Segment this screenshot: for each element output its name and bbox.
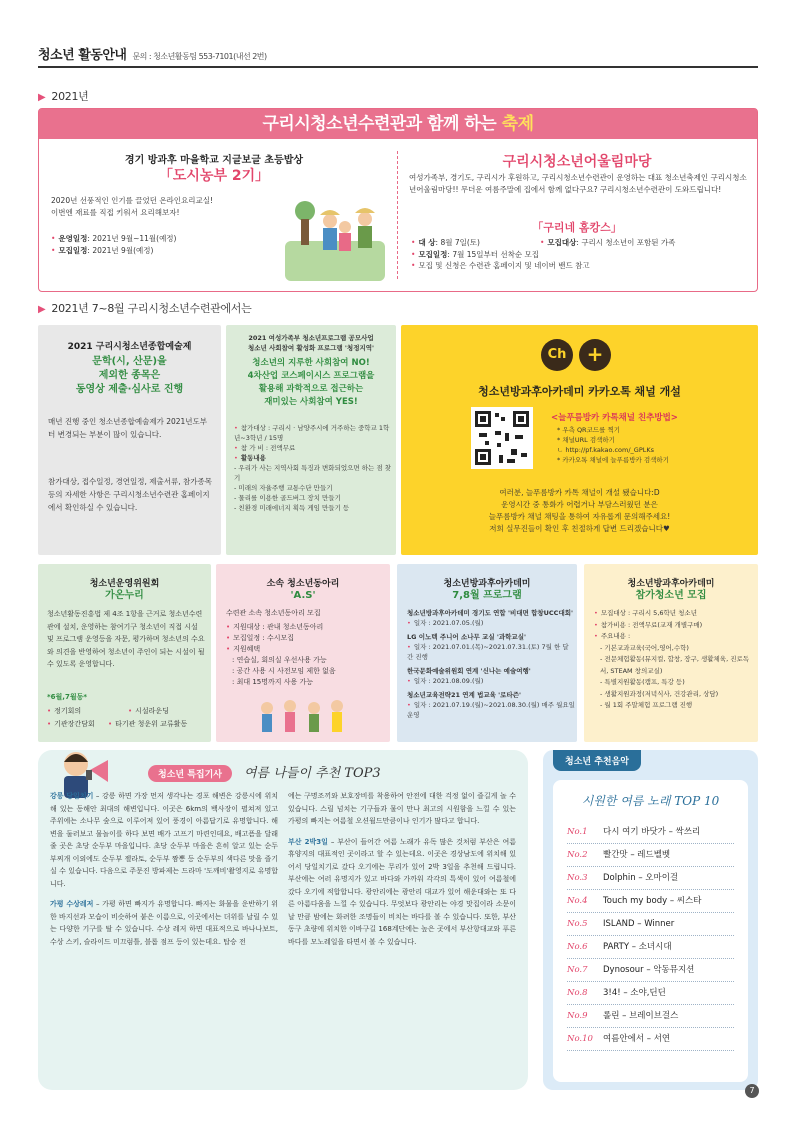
committee-name: 가온누리: [105, 590, 144, 601]
channel-icon: Ch: [541, 339, 573, 371]
program-d1: 일자 : 2021.07.05.(월): [413, 619, 484, 627]
recruit-title: 청소년방과후아카데미: [627, 579, 715, 589]
song-rank: No.5: [567, 919, 588, 929]
social-b3: 활동내용: [240, 454, 266, 462]
song-rank: No.6: [567, 942, 588, 952]
harmony-title: 구리시청소년어울림마당: [502, 154, 652, 170]
bullet-icon: •: [234, 424, 238, 432]
bullet-icon: •: [51, 245, 56, 255]
page-number: 7: [745, 1084, 759, 1098]
r2-value: : 구리시 청소년이 포함된 가족: [576, 238, 676, 247]
header-divider: [38, 66, 758, 68]
bullet-icon: •: [47, 707, 52, 715]
program-list: [407, 608, 575, 720]
club-desc: 수련관 소속 청소년동아리 모집: [226, 609, 321, 617]
triangle-icon: ▶: [38, 92, 46, 103]
farmer-illustration: [285, 191, 385, 281]
social-hl-4: 재미있는 사회참여 YES!: [264, 397, 358, 407]
page-title: 청소년 활동안내: [38, 48, 127, 63]
recruit-details: [594, 608, 754, 712]
academy-program-card: [397, 564, 577, 742]
music-title: 시원한 여름 노래 TOP 10: [581, 794, 720, 808]
festival-banner: [39, 109, 757, 139]
farmer-subtitle: 「도시농부 2기」: [158, 168, 270, 184]
qr-code[interactable]: [471, 407, 533, 469]
social-hl-2: 4차산업 코스페이시스 프로그램을: [247, 371, 375, 381]
r1-label: 대 상: [418, 238, 436, 247]
kakao-card: [401, 325, 758, 555]
harmony-subtitle: 「구리네 홈캉스」: [532, 221, 622, 234]
song-title: Touch my body – 씨스타: [603, 896, 702, 906]
bullet-icon: •: [407, 677, 411, 685]
busan-head: 부산 2박3일: [288, 837, 328, 846]
social-hl-1: 청소년의 지루한 사회참여 NO!: [252, 358, 370, 368]
music-panel: [553, 780, 748, 1082]
kakao-msg-4: 저희 실무진들이 확인 후 친절하게 답변 드리겠습니다♥: [489, 524, 670, 533]
special-chip: 청소년 특집기사: [148, 765, 232, 782]
kakao-howto: [557, 425, 752, 465]
special-col-2: [288, 790, 516, 948]
song-title: 롤린 – 브레이브걸스: [603, 1011, 679, 1021]
r1-value: : 8월 7일(토): [435, 238, 480, 247]
bullet-icon: •: [407, 619, 411, 627]
club-b1: 지원대상 : 관내 청소년동아리: [233, 623, 324, 631]
kakao-url[interactable]: ㄴ http://pf.kakao.com/_GPLKs: [557, 446, 655, 454]
social-details: [234, 423, 392, 513]
social-header: [226, 333, 396, 353]
harmony-desc: 여성가족부, 경기도, 구리시가 후원하고, 구리시청소년수련관이 운영하는 대표 청소년축제인 구리시청소년어울림마당!! 무더운 여름주말에 집에서 함께 없다구요? 구리시청소년수련관이 도와드립니다!: [409, 173, 747, 194]
special-article: [38, 750, 528, 1090]
social-i1: - 우리가 사는 지역사회 특징과 변화되었으면 하는 점 찾기: [234, 464, 392, 482]
program-title: 청소년방과후아카데미: [443, 579, 531, 589]
kakao-msg-2: 운영시간 중 통화가 어렵거나 부담스러웠던 분은: [501, 500, 658, 509]
gangneung-head: 강릉 당일치기: [50, 792, 94, 800]
club-title: 소속 청소년동아리: [266, 579, 340, 589]
recruit-subtitle: 참가청소년 모집: [635, 590, 707, 601]
music-box: [543, 750, 758, 1090]
busan-body: – 부산이 들어간 여름 노래가 유독 많은 것처럼 부산은 여름 휴양지의 대표적인 곳이라고 할 수 있는데요. 이곳은 경상남도에 위치해 있어서 당일치기로 갔다 오기에는 무리가 있어 2박 3일을 추천해 드립니다. 부산에는 여러 유명지가 있고 바다와 가까워 각각의 특색이 있어 여름철에 갔다 오기에 적합합니다. 광안리에는 광안리 대교가 있어 해운대와는 또 다른 아름다움을 느낄 수 있습니다. 무엇보다 광안리는 야경 맛집이라 소문이 날 만큼 밤에는 화려한 조명들이 비치는 바다를 볼 수 있습니다. 또한, 부산 동구 초량에 위치한 이바구길 168계단에는 높은 곳에서 부산항대교와 푸른 바다를 모노레일을 타면서 볼 수 있습니다.: [288, 837, 517, 946]
act-c: 기관장간담회: [54, 720, 95, 728]
rc-label: 모집일정: [58, 245, 88, 255]
bullet-icon: •: [411, 261, 416, 270]
bullet-icon: •: [407, 701, 411, 709]
harmony-details: [411, 237, 751, 272]
farmer-title: 경기 방과후 마을학교 지글보글 초등밥상: [124, 155, 304, 166]
program-subtitle: 7,8월 프로그램: [452, 590, 522, 601]
festival-box: [38, 108, 758, 292]
song-item: [567, 959, 734, 982]
recruit-i3: - 특별지원활동(캠프, 특강 등): [600, 678, 685, 686]
song-item: [567, 936, 734, 959]
recruit-b2: 참가비용 : 전액무료(교재 개별구매): [600, 620, 703, 629]
social-header-1: 2021 여성가족부 청소년프로그램 공모사업: [248, 334, 374, 342]
social-b1: 참가대상 : 구리시 · 남양주시에 거주하는 중학교 1학년~3학년 / 15명: [234, 424, 390, 442]
special-title: 여름 나들이 추천 TOP3: [244, 766, 381, 781]
program-d2: 일자 : 2021.07.01.(목)~2021.07.31.(토) 7월 한 달 간 진행: [407, 643, 569, 661]
special-col-1: [50, 790, 278, 948]
plus-icon: +: [579, 339, 611, 371]
song-item: [567, 1028, 734, 1051]
club-illustration: [252, 696, 352, 738]
committee-act-a: [47, 706, 127, 717]
section-2021-label: 2021년: [51, 90, 89, 103]
bullet-icon: •: [594, 609, 598, 617]
r2-label: 모집대상: [547, 238, 577, 247]
recruit-i5: - 월 1회 주말체험 프로그램 진행: [600, 701, 693, 709]
song-item: [567, 1005, 734, 1028]
farmer-desc-2: 이번엔 재료를 직접 키워서 요리해보자!: [51, 207, 180, 217]
song-title: Dolphin – 오마이걸: [603, 873, 679, 883]
arts-hl-1: 문학(시, 산문)을: [92, 356, 167, 367]
kakao-step-1: * 우측 QR코드를 찍기: [557, 426, 621, 434]
song-rank: No.7: [567, 965, 588, 975]
r3-value: : 7월 15일부터 선착순 모집: [447, 249, 540, 259]
music-chip: 청소년 추천음악: [553, 750, 641, 771]
club-name: 'A.S': [290, 590, 316, 601]
kakao-msg-1: 여러분, 늘푸름방카 카톡 채널이 개설 됐습니다:D: [499, 488, 660, 497]
bullet-icon: •: [234, 454, 238, 462]
kakao-msg-3: 늘푸름방카 채널 채팅을 통하여 자유롭게 문의해주세요!: [488, 512, 671, 521]
song-rank: No.9: [567, 1011, 588, 1021]
social-i2: - 미래의 자율주행 교통수단 만들기: [234, 484, 333, 492]
kakao-step-2: * 채널URL 검색하기: [557, 436, 615, 444]
r4-text: 모집 및 신청은 수련관 홈페이지 및 네이버 밴드 참고: [418, 261, 590, 270]
bullet-icon: •: [234, 444, 238, 452]
program-d4: 일자 : 2021.07.19.(월)~2021.08.30.(월) 매주 월요일 운영: [407, 701, 575, 719]
festival-title-highlight: 축제: [501, 114, 534, 134]
club-card: [216, 564, 390, 742]
bullet-icon: •: [407, 643, 411, 651]
song-title: 여름안에서 – 서연: [603, 1034, 671, 1044]
gapyeong-head: 가평 수상레저: [50, 900, 94, 908]
committee-period: *6월,7월동*: [47, 693, 88, 701]
song-rank: No.10: [567, 1034, 593, 1044]
farmer-schedule: [51, 233, 271, 256]
arts-hl-2: 제외한 종목은: [98, 370, 161, 381]
arts-title: 2021 구리시청소년종합예술제: [67, 342, 192, 352]
song-list: [553, 821, 748, 1051]
song-rank: No.8: [567, 988, 588, 998]
social-i3: - 물리를 이용한 골드버그 장치 만들기: [234, 494, 341, 502]
song-item: [567, 821, 734, 844]
song-title: 3!4! – 소야,딘딘: [603, 988, 666, 998]
farmer-desc-1: 2020년 선풍적인 인기를 끌었던 온라인요리교실!: [51, 196, 214, 205]
kakao-step-3: * 카카오톡 채널에 늘푸름방카 검색하기: [557, 456, 669, 464]
song-item: [567, 890, 734, 913]
r3-label: 모집일정: [418, 249, 448, 259]
recruit-i4: - 생활지원과정(저녁식사, 건강관리, 상담): [600, 689, 719, 698]
committee-card: [38, 564, 211, 742]
kakao-title: 청소년방과후아카데미 카카오톡 채널 개설: [478, 385, 681, 398]
op-label: 운영일정: [58, 234, 88, 243]
act-b: 시설라운딩: [135, 707, 169, 715]
bullet-icon: •: [226, 645, 231, 653]
bullet-icon: •: [128, 707, 133, 715]
page-header: [38, 44, 267, 63]
song-item: [567, 867, 734, 890]
song-title: 빨간맛 – 레드벨벳: [603, 850, 671, 860]
bullet-icon: •: [226, 623, 231, 631]
club-b3: 지원혜택: [233, 645, 261, 653]
farmer-desc: [51, 195, 271, 218]
special-header: [148, 762, 381, 782]
kakao-message: [401, 487, 758, 535]
committee-act-b: [128, 706, 208, 717]
kakao-howto-title: <늘푸름방카 카톡채널 친추방법>: [551, 413, 678, 423]
committee-desc: 청소년활동진흥법 제 4조 1항을 근거로 청소년수련관에 설치, 운영하는 참여기구 청소년이 직접 시설 및 프로그램 운영등을 자문, 평가하며 청소년의 수요와 의견을 반영하여 청소년이 주인이 되는 시설이 될 수 있도록 운영합니다.: [47, 610, 205, 668]
recruit-card: [584, 564, 758, 742]
song-title: 다시 여기 바닷가 – 싹쓰리: [603, 827, 701, 837]
song-rank: No.3: [567, 873, 588, 883]
bullet-icon: •: [594, 632, 598, 640]
triangle-icon: ▶: [38, 304, 46, 315]
arts-desc-2: 참가대상, 접수일정, 경연일정, 제출서류, 참가종목 등의 자세한 사항은 구리시청소년수련관 홈페이지에서 확인하실 수 있습니다.: [48, 477, 212, 512]
song-rank: No.1: [567, 827, 588, 837]
bullet-icon: •: [108, 720, 113, 728]
arts-festival-card: [38, 325, 221, 555]
bullet-icon: •: [47, 720, 52, 728]
gapyeong-cont: 에는 구명조끼와 보호장비를 착용하여 안전에 대한 걱정 없이 즐길게 놀 수 있습니다. 스릴 넘치는 기구들과 물이 만나 최고의 시원함을 느낄 수 있는 가평의 빠지는 여름철 오션월드만큼이나 인기가 많다고 합니다.: [288, 792, 516, 825]
club-i3: : 최대 15명까지 사용 가능: [232, 678, 314, 686]
act-d: 타기관 청운위 교류활동: [115, 720, 188, 728]
social-highlight: [226, 357, 396, 409]
song-item: [567, 844, 734, 867]
social-header-2: 청소년 사회참여 활성화 프로그램 '청정지역': [247, 344, 375, 352]
program-h3: 한국문화예술위원회 연계 '신나는 예술여행': [407, 667, 531, 675]
bullet-icon: •: [226, 634, 231, 642]
act-a: 정기회의: [54, 707, 82, 715]
social-hl-3: 활용해 과학적으로 접근하는: [258, 384, 364, 394]
club-i1: : 연습실, 회의실 우선사용 가능: [232, 656, 327, 664]
song-title: PARTY – 소녀시대: [603, 942, 672, 952]
op-value: : 2021년 9월~11월(예정): [87, 234, 177, 243]
arts-hl-3: 동영상 제출·심사로 진행: [75, 384, 184, 395]
social-i4: - 친환경 미래에너지 획득 게임 만들기 등: [234, 504, 350, 512]
program-d3: 일자 : 2021.08.09.(월): [413, 677, 484, 685]
bullet-icon: •: [411, 238, 416, 247]
bullet-icon: •: [594, 620, 598, 629]
contact-info: 문의 : 청소년활동팀 553-7101(내선 2번): [132, 52, 267, 61]
bullet-icon: •: [411, 249, 416, 259]
song-item: [567, 913, 734, 936]
gangneung-body: – 강릉 하면 가장 먼저 생각나는 경포 해변은 강릉시에 위치해 있는 동해안 최대의 해변입니다. 이곳은 6km의 백사장이 펼쳐져 있고 주위에는 소나무 숲으로 이루어져 있어 풍경이 아름답기로 유명합니다. 해변을 둘러보고 물놀이를 하다 보면 배가 고프기 마련인데요, 배고픔을 달래줄 곳은 초당 순두부 마을입니다. 초당 순두부 마을은 흔히 알고 있는 순두부찌개 이외에도 순두부 젤라토, 순두부 짬뽕 등 순두부의 색다른 맛을 즐기실 수 있습니다. 다음으로 주문진 방파제는 드라마 '도깨비'촬영지로 유명합니다.: [50, 792, 279, 888]
rc-value: : 2021년 9월(예정): [87, 245, 154, 255]
song-title: Dynosour – 악동뮤지션: [603, 965, 695, 975]
song-item: [567, 982, 734, 1005]
club-b2: 모집일정 : 수시모집: [233, 634, 295, 642]
gapyeong-body: – 가평 하면 빠지가 유명합니다. 빠지는 화물을 운반하기 위한 바지선과 모습이 비슷하여 붙은 이름으로, 이곳에서는 더위를 날릴 수 있는 다양한 기구를 탈 수 있습니다. 수상 레저 하면 대표적으로 바나나보트, 수상 스키, 슬라이드 미끄럼틀, 블롭 점프 등이 있는데요. 탑승 전: [50, 900, 278, 946]
program-h4: 청소년교육전략21 연계 법교육 '로타즌': [407, 691, 521, 699]
song-rank: No.2: [567, 850, 588, 860]
committee-title: 청소년운영위원회: [89, 579, 160, 589]
program-h1: 청소년방과후아카데미 경기도 연합 '비대면 합창UCC대회': [407, 609, 573, 617]
section-78: [38, 300, 251, 316]
committee-act-d: [108, 719, 208, 730]
recruit-i1: - 기본교과교육(국어,영어,수학): [600, 643, 689, 652]
recruit-b3: 주요내용 :: [600, 632, 631, 640]
social-card: [226, 325, 396, 555]
song-rank: No.4: [567, 896, 588, 906]
recruit-b1: 모집대상 : 구리시 5,6학년 청소년: [600, 609, 697, 617]
section-2021: [38, 88, 89, 104]
festival-title: 구리시청소년수련관과 함께 하는: [262, 114, 502, 134]
program-h2: LG 이노텍 주니어 소나무 교실 '과학교실': [407, 633, 526, 641]
arts-desc-1: 매년 진행 중인 청소년종합예술제가 2021년도부터 변경되는 부분이 많이 있습니다.: [48, 417, 208, 439]
section-78-label: 2021년 7~8월 구리시청소년수련관에서는: [51, 302, 252, 315]
bullet-icon: •: [539, 238, 545, 247]
arts-highlight: [38, 355, 221, 397]
bullet-icon: •: [51, 234, 56, 243]
song-title: ISLAND – Winner: [603, 919, 675, 929]
social-b2: 참 가 비 : 전액무료: [240, 444, 296, 452]
festival-divider: [397, 151, 398, 279]
club-i2: : 공간 사용 시 사전모임 제한 없음: [232, 667, 336, 675]
recruit-i2: - 전문체험활동(뮤지컬, 합창, 장구, 생활체육, 진로독서, STEAM 창의교실): [600, 655, 750, 675]
club-details: [226, 622, 386, 688]
